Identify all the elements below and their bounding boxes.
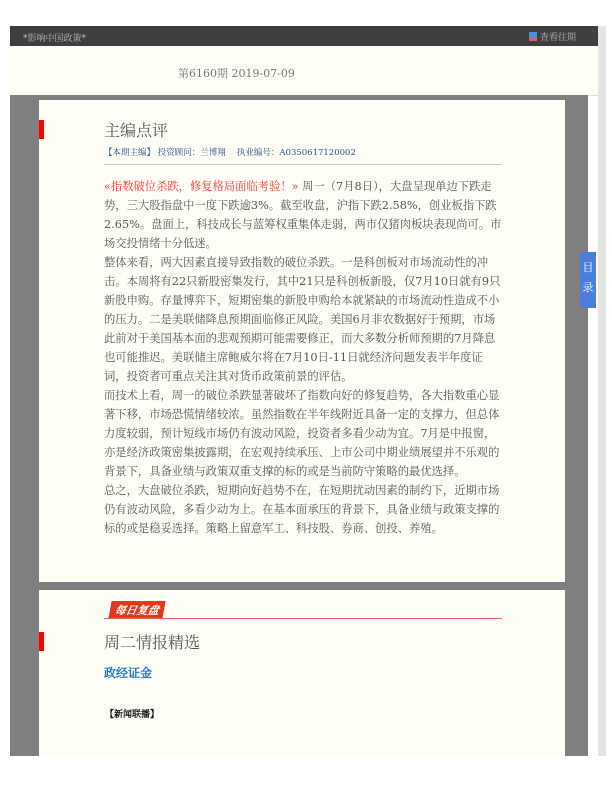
editorial-card (39, 100, 565, 582)
daily-review-card (39, 590, 565, 756)
toc-label: 录 (582, 281, 594, 294)
past-issues-label: 查看往期 (539, 33, 576, 43)
toc-label: 目 (582, 261, 594, 274)
headline-link[interactable]: «指数破位杀跌，修复格局面临考验！» (104, 180, 299, 193)
editorial-body (104, 177, 504, 538)
divider (104, 618, 502, 619)
editorial-title: 主编点评 (104, 121, 169, 140)
calendar-icon (529, 32, 537, 41)
paragraph: «指数破位杀跌，修复格局面临考验！» 周一（7月8日），大盘呈现单边下跌走势，三大股指盘中一度下跌逾3%。截至收盘，沪指下跌2.58%，创业板指下跌2.65%。盘面上，科技成长与蓝筹权重集体走弱，两市仅猪肉板块表现尚可。市场交投情绪十分低迷。 (104, 180, 502, 250)
daily-title: 周二情报精选 (104, 633, 201, 652)
subsection-heading: 【新闻联播】 (105, 710, 160, 720)
top-bar (10, 26, 598, 46)
past-issues-link[interactable] (529, 30, 576, 43)
section-marker (39, 632, 44, 651)
brand-label: *影响中国政策* (23, 34, 87, 44)
paragraph: 而技术上看，周一的破位杀跌显著破坏了指数向好的修复趋势，各大指数重心显著下移，市场恐慌情绪较浓。虽然指数在半年线附近具备一定的支撑力，但总体力度较弱，预计短线市场仍有波动风险，投资者多看少动为宜。7月是中报窗，亦是经济政策密集披露期，在宏观持续承压、上市公司中期业绩展望并不乐观的背景下，具备业绩与政策双重支撑的标的或是当前防守策略的最优选择。 (104, 389, 500, 478)
paragraph: 整体来看，两大因素直接导致指数的破位杀跌。一是科创板对市场流动性的冲击。本周将有22只新股密集发行，其中21只是科创板新股，仅7月10日就有9只新股申购。存量博弈下，短期密集的新股申购给本就紧缺的市场流动性造成不小的压力。二是美联储降息预期面临修正风险。美国6月非农数据好于预期，市场此前对于美国基本面的悲观预期可能需要修正，而大多数分析师预期的7月降息也可能推迟。美联储主席鲍威尔将在7月10日-11日就经济问题发表半年度证词，投资者可重点关注其对货币政策前景的评估。 (104, 256, 501, 383)
section-heading: 政经证金 (104, 666, 153, 680)
issue-number-date: 第6160期 2019-07-09 (178, 67, 295, 80)
paragraph: 总之，大盘破位杀跌，短期向好趋势不在，在短期扰动因素的制约下，近期市场仍有波动风险，多看少动为上。在基本面承压的背景下，具备业绩与政策支撑的标的或是稳妥选择。策略上留意军工、科技股、券商、创投、养殖。 (104, 484, 500, 535)
table-of-contents-tab[interactable] (580, 252, 596, 308)
section-marker (39, 120, 44, 139)
daily-review-badge: 每日复盘 (108, 601, 165, 619)
editor-info: 【本期主编】 投资顾问：兰博翔 执业编号：A0350617120002 (104, 148, 356, 158)
masthead (10, 46, 598, 96)
divider (104, 164, 502, 165)
scrollbar[interactable] (598, 26, 606, 756)
